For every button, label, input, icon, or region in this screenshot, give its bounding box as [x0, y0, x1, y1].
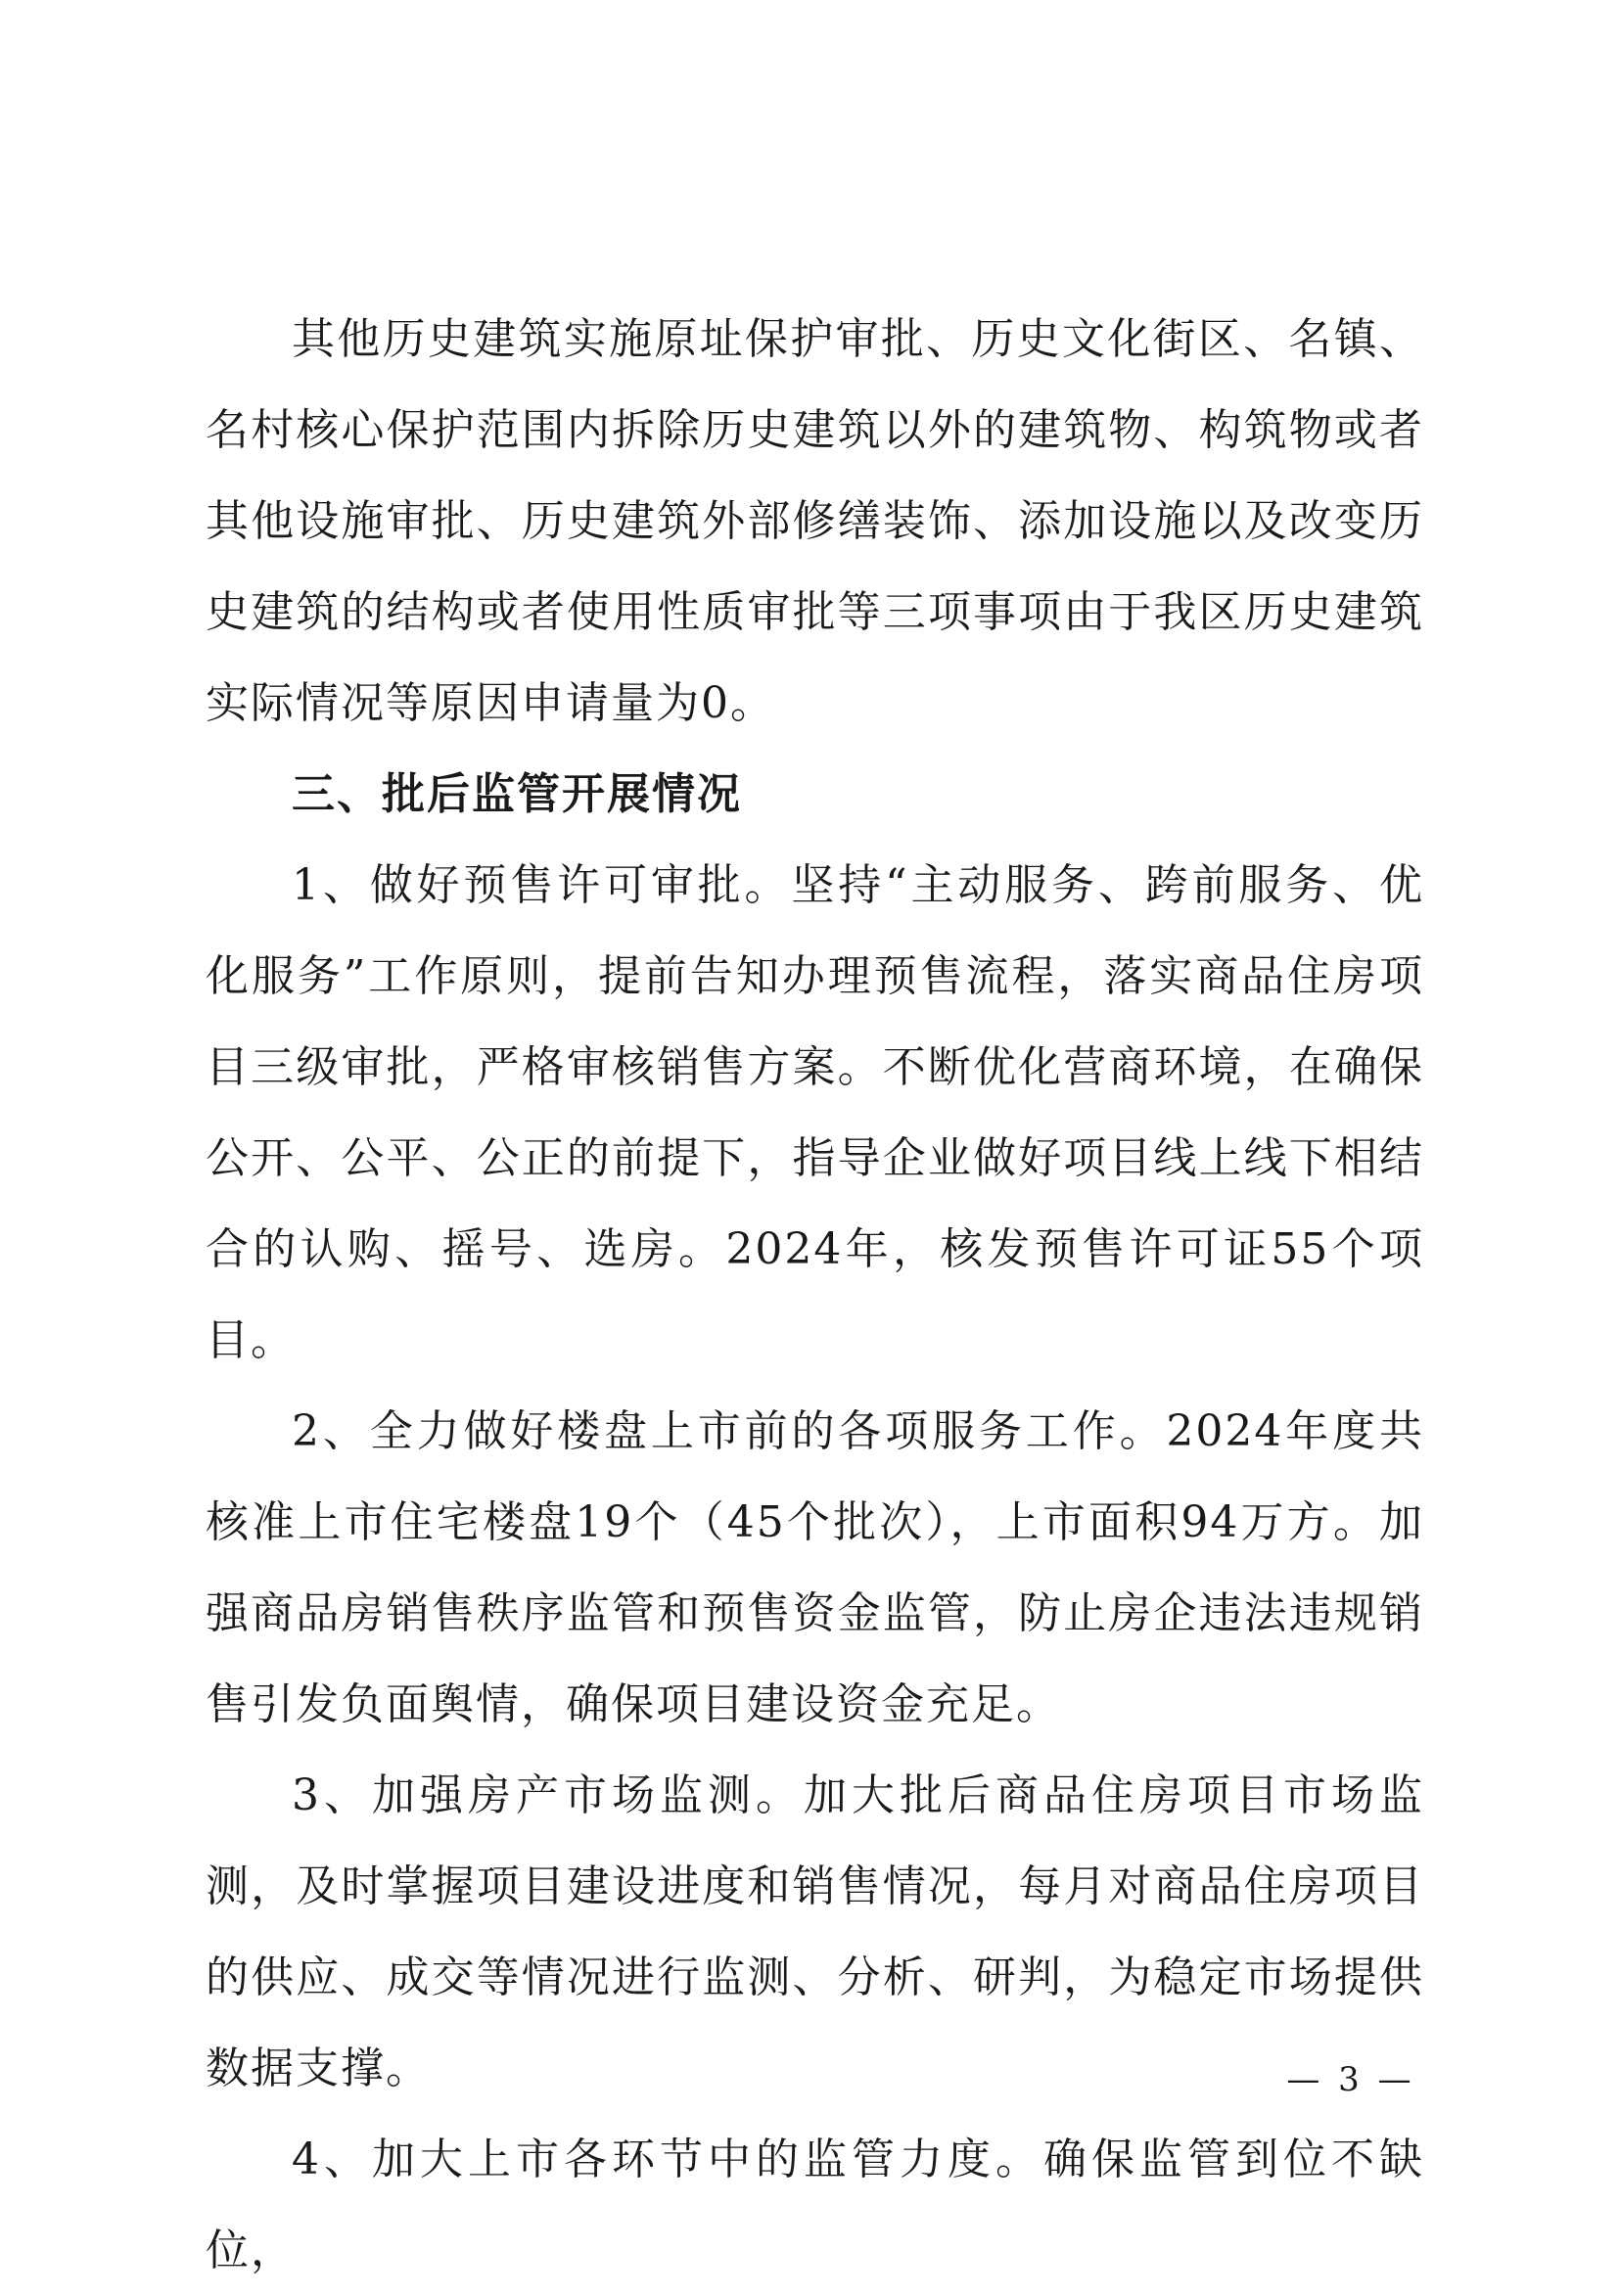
item-prelisting-services: 2、全力做好楼盘上市前的各项服务工作。2024年度共核准上市住宅楼盘19个（45个批次），上市面积94万方。加强商品房销售秩序监管和预售资金监管，防止房企违法违规销售引发负面舆情，确保项目建设资金充足。: [206, 1406, 1424, 1729]
document-body: [206, 294, 1424, 2296]
item-market-monitoring: 3、加强房产市场监测。加大批后商品住房项目市场监测，及时掌握项目建设进度和销售情况，每月对商品住房项目的供应、成交等情况进行监测、分析、研判，为稳定市场提供数据支撑。: [206, 1770, 1424, 2093]
item-presale-approval: 1、做好预售许可审批。坚持“主动服务、跨前服务、优化服务”工作原则，提前告知办理预售流程，落实商品住房项目三级审批，严格审核销售方案。不断优化营商环境，在确保公开、公平、公正的前提下，指导企业做好项目线上线下相结合的认购、摇号、选房。2024年，核发预售许可证55个项目。: [206, 860, 1424, 1365]
section-heading: 三、批后监管开展情况: [292, 769, 742, 819]
item-supervision: 4、加大上市各环节中的监管力度。确保监管到位不缺位，: [206, 2135, 1424, 2275]
paragraph-historic-buildings: 其他历史建筑实施原址保护审批、历史文化街区、名镇、名村核心保护范围内拆除历史建筑以外的建筑物、构筑物或者其他设施审批、历史建筑外部修缮装饰、添加设施以及改变历史建筑的结构或者使用性质审批等三项事项由于我区历史建筑实际情况等原因申请量为0。: [206, 314, 1424, 728]
page-number: — 3 —: [1286, 2060, 1415, 2099]
